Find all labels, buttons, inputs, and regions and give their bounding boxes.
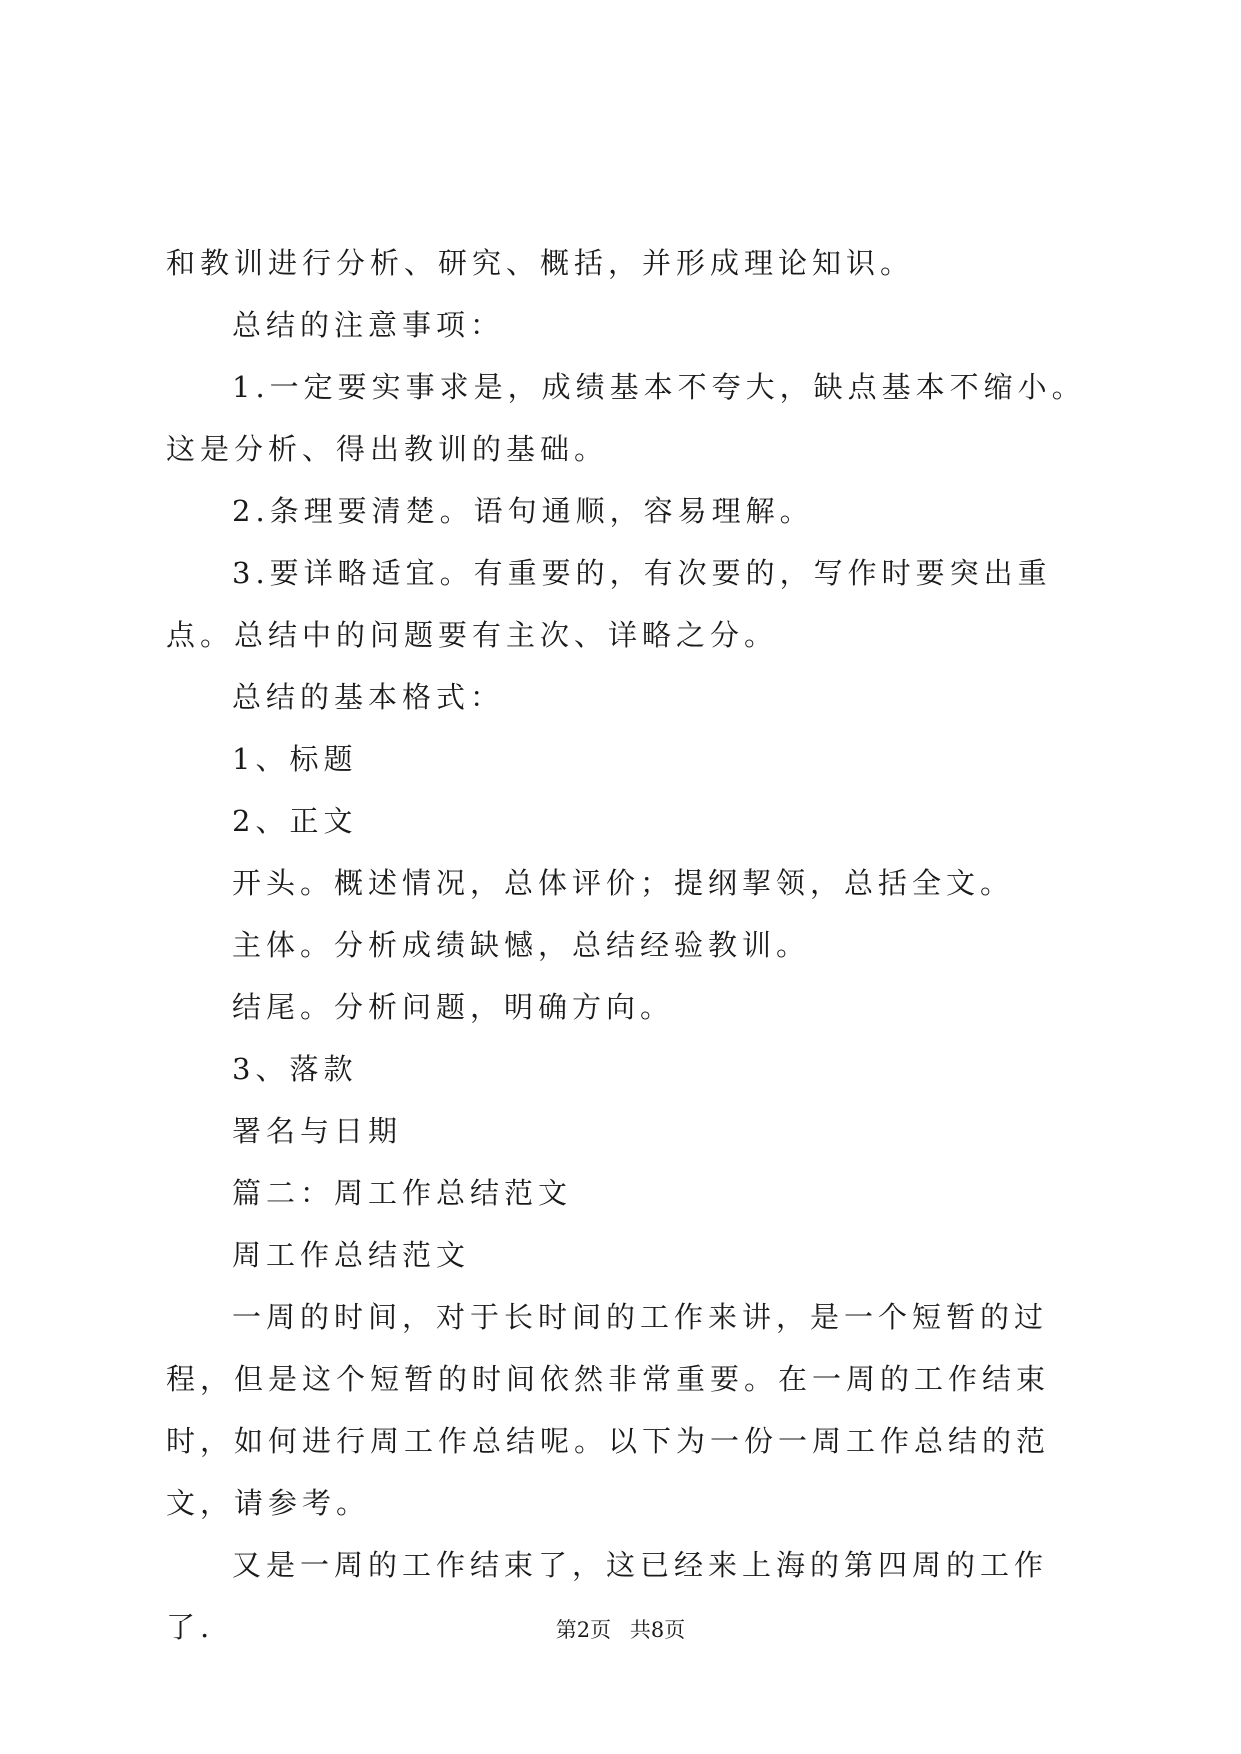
section-heading: 总结的基本格式： (232, 680, 505, 714)
paragraph: 2.条理要清楚。语句通顺，容易理解。 (232, 494, 814, 528)
paragraph: 总结的注意事项： (232, 308, 505, 342)
paragraph: 开头。概述情况，总体评价；提纲挈领，总括全文。 (232, 866, 1015, 900)
paragraph: 结尾。分析问题，明确方向。 (232, 990, 675, 1024)
paragraph: 1.一定要实事求是，成绩基本不夸大，缺点基本不缩小。这是分析、得出教训的基础。 (166, 370, 1086, 466)
paragraph: 署名与日期 (232, 1114, 403, 1148)
paragraph: 又是一周的工作结束了，这已经来上海的第四周的工作了. (166, 1548, 1049, 1644)
list-item: 2、正文 (232, 804, 358, 838)
paragraph: 主体。分析成绩缺憾，总结经验教训。 (232, 928, 811, 962)
list-item: 1、标题 (232, 742, 358, 776)
document-body (166, 232, 1096, 1658)
page-number: 第2页 (555, 1618, 612, 1642)
page-total: 共8页 (629, 1618, 686, 1642)
paragraph: 一周的时间，对于长时间的工作来讲，是一个短暂的过程，但是这个短暂的时间依然非常重要。在一周的工作结束时，如何进行周工作总结呢。以下为一份一周工作总结的范文，请参考。 (166, 1300, 1051, 1520)
article-title: 周工作总结范文 (232, 1238, 471, 1272)
page-footer (0, 1614, 1241, 1644)
chapter-heading: 篇二：周工作总结范文 (232, 1176, 573, 1210)
paragraph: 3.要详略适宜。有重要的，有次要的，写作时要突出重点。总结中的问题要有主次、详略之分。 (166, 556, 1052, 652)
paragraph: 和教训进行分析、研究、概括，并形成理论知识。 (166, 246, 915, 280)
list-item: 3、落款 (232, 1052, 358, 1086)
